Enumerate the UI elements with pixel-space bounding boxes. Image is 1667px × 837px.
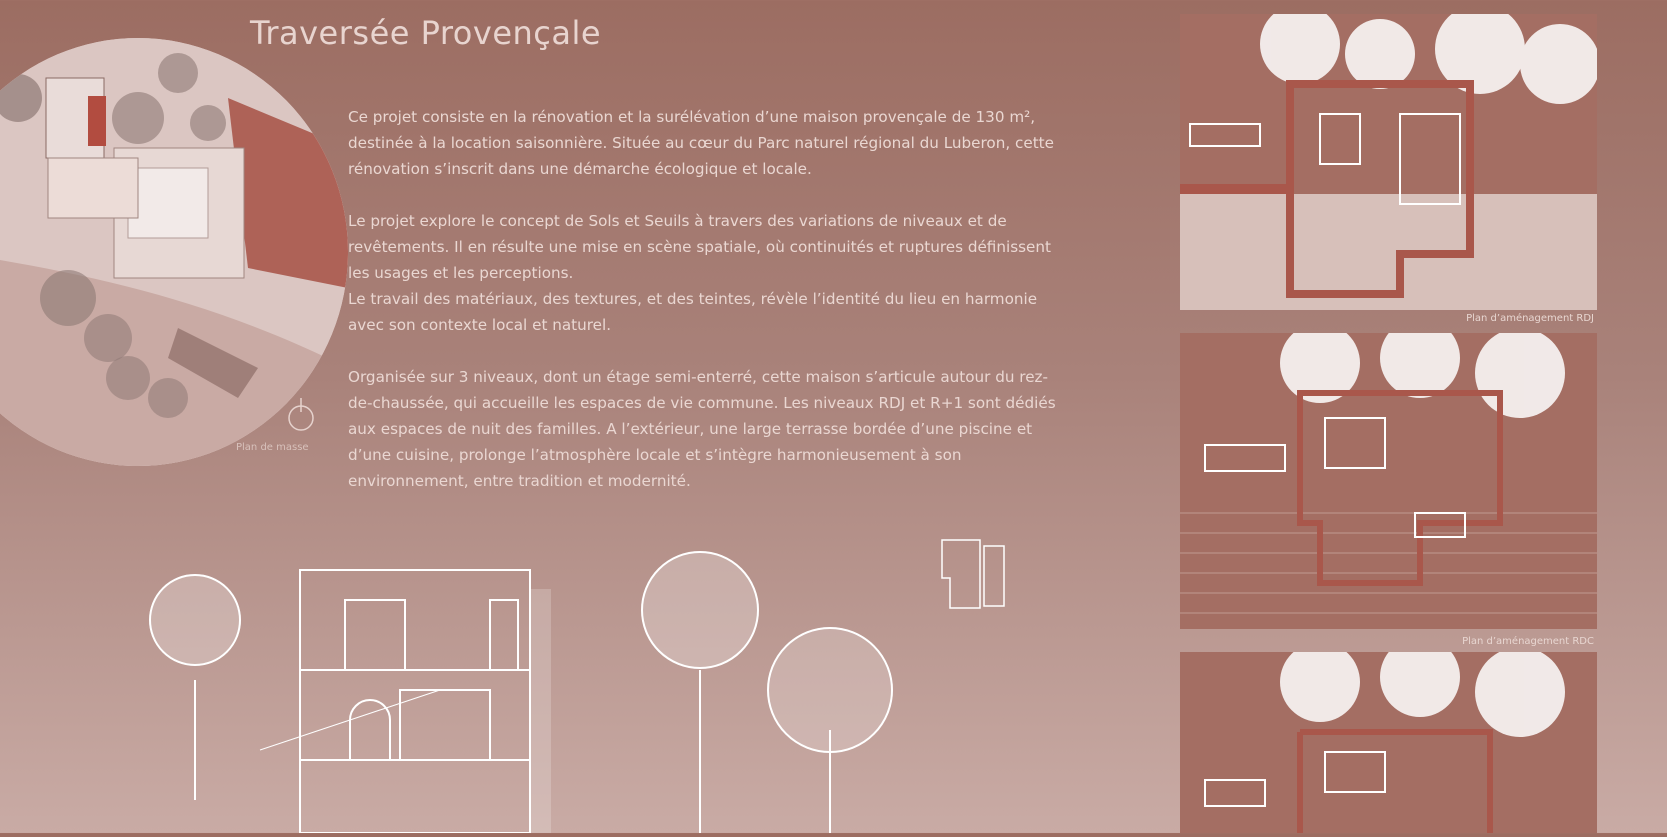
section-drawing (140, 540, 900, 837)
description-paragraph-1: Ce projet consiste en la rénovation et la surélévation d’une maison provençale de 130 m², destinée à la location saisonnière. Située au cœur du Parc naturel régional du Luberon, cette rénovation s’inscrit dans une démarche écologique et locale. (348, 108, 1054, 178)
plan-rdc-label: Plan d’aménagement RDC (1462, 636, 1594, 647)
plan-rdj-label: Plan d’aménagement RDJ (1466, 313, 1594, 324)
site-plan-label: Plan de masse (236, 442, 309, 453)
page-title: Traversée Provençale (250, 14, 602, 52)
project-description (348, 104, 1058, 520)
tree-icon (642, 552, 758, 833)
tree-icon (768, 628, 892, 833)
north-arrow-icon (288, 398, 314, 436)
floor-plan-r1 (1180, 652, 1597, 833)
description-paragraph-2a: Le projet explore le concept de Sols et Seuils à travers des variations de niveaux et de revêtements. Il en résulte une mise en scène spatiale, où continuités et ruptures définissent les usages et les perceptions. (348, 212, 1051, 282)
floor-plan-rdj (1180, 14, 1597, 310)
floor-plan-rdc (1180, 333, 1597, 629)
tree-icon (150, 575, 240, 800)
key-plan-icon (940, 538, 1010, 616)
description-paragraph-3: Organisée sur 3 niveaux, dont un étage semi-enterré, cette maison s’articule autour du rez-de-chaussée, qui accueille les espaces de vie commune. Les niveaux RDJ et R+1 sont dédiés aux espaces de nuit des familles. A l’extérieur, une large terrasse bordée d’une piscine et d’une cuisine, prolonge l’atmosphère locale et s’intègre harmonieusement à son environnement, entre tradition et modernité. (348, 368, 1056, 490)
description-paragraph-2b: Le travail des matériaux, des textures, et des teintes, révèle l’identité du lieu en harmonie avec son contexte local et naturel. (348, 290, 1038, 334)
